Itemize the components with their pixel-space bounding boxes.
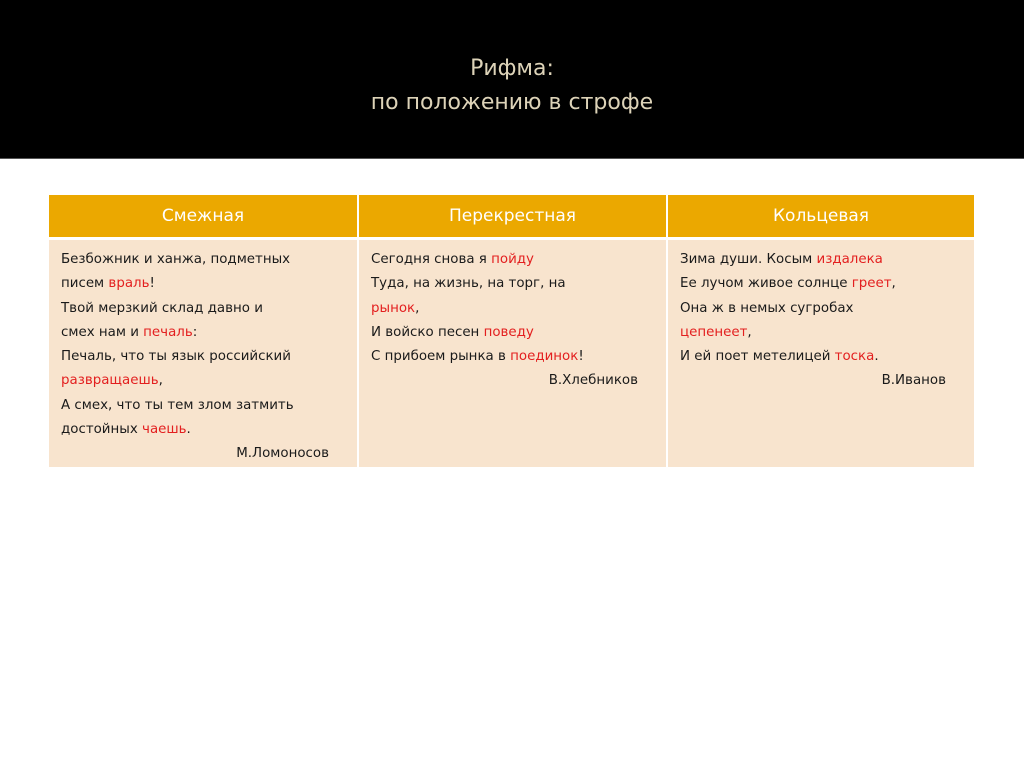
poem-line xyxy=(61,272,349,296)
poem-line xyxy=(680,321,966,345)
poem-line-text: С прибоем рынка в xyxy=(371,349,511,365)
poem-cell-cross xyxy=(358,239,667,467)
poem-line-text: Печаль, что ты язык российский xyxy=(61,349,291,365)
poem-line xyxy=(371,272,658,296)
poem-author: В.Хлебников xyxy=(548,373,638,389)
poem-line xyxy=(680,248,966,272)
poem-line-text: И войско песен xyxy=(371,324,484,340)
header-adjacent: Смежная xyxy=(49,195,358,239)
rhyme-word: пойду xyxy=(491,252,534,267)
poem-line-text: И ей поет метелицей xyxy=(680,349,835,365)
rhyme-table xyxy=(49,195,974,467)
rhyme-word: враль xyxy=(108,276,150,292)
rhyme-word: греет xyxy=(851,276,892,292)
poem-line-punctuation: ! xyxy=(578,349,584,365)
poem-line xyxy=(61,345,349,369)
poem-line-text: писем xyxy=(61,276,109,292)
poem-line xyxy=(61,418,349,442)
rhyme-word: издалека xyxy=(816,252,883,267)
rhyme-word: поединок xyxy=(510,349,579,365)
poem-line xyxy=(680,345,966,369)
header-ring: Кольцевая xyxy=(667,195,974,239)
poem-line xyxy=(680,272,966,296)
poem-line xyxy=(371,248,658,272)
table-header-row xyxy=(49,195,974,239)
poem-line-text: смех нам и xyxy=(61,324,144,340)
poem-line xyxy=(61,394,349,418)
title-line-2: по положению в строфе xyxy=(370,90,654,115)
poem-line-punctuation: , xyxy=(415,300,420,316)
rhyme-word: печаль xyxy=(143,324,193,340)
poem-line-punctuation: , xyxy=(158,373,163,389)
poem-line-punctuation: : xyxy=(192,324,198,340)
poem-line-text: Твой мерзкий склад давно и xyxy=(61,300,263,316)
poem-line xyxy=(680,297,966,321)
header-divider xyxy=(0,158,1024,159)
poem-line-text: Зима души. Косым xyxy=(680,252,817,267)
rhyme-word: тоска xyxy=(834,349,875,365)
poem-author: М.Ломоносов xyxy=(236,446,329,462)
poem-line-text: А смех, что ты тем злом затмить xyxy=(61,397,294,413)
poem-line-punctuation: , xyxy=(747,324,752,340)
poem-line-punctuation: ! xyxy=(149,276,155,292)
rhyme-word: поведу xyxy=(483,324,534,340)
poem-line-punctuation: . xyxy=(186,422,191,438)
poem-line-text: Ее лучом живое солнце xyxy=(680,276,852,292)
header-cross: Перекрестная xyxy=(358,195,667,239)
slide-title xyxy=(0,52,1024,120)
poem-line xyxy=(61,297,349,321)
poem-line xyxy=(61,248,349,272)
rhyme-word: чаешь xyxy=(142,422,187,438)
poem-line xyxy=(371,345,658,369)
title-line-1: Рифма: xyxy=(470,56,554,81)
poem-author: В.Иванов xyxy=(881,373,946,389)
poem-cell-ring xyxy=(667,239,974,467)
poem-line xyxy=(371,297,658,321)
table-body-row xyxy=(49,239,974,467)
poem-line-text: Она ж в немых сугробах xyxy=(680,300,854,316)
poem-cell-adjacent xyxy=(49,239,358,467)
poem-line-text: достойных xyxy=(61,422,143,438)
rhyme-word: рынок xyxy=(371,300,416,316)
poem-line xyxy=(371,321,658,345)
poem-line-punctuation: , xyxy=(891,276,896,292)
rhyme-word: цепенеет xyxy=(680,324,748,340)
rhyme-word: развращаешь xyxy=(61,373,159,389)
poem-line-text: Сегодня снова я xyxy=(371,252,492,267)
poem-line xyxy=(61,369,349,393)
poem-line-text: Туда, на жизнь, на торг, на xyxy=(371,276,566,292)
poem-line xyxy=(61,321,349,345)
poem-line-punctuation: . xyxy=(874,349,879,365)
poem-line-text: Безбожник и ханжа, подметных xyxy=(61,252,291,267)
